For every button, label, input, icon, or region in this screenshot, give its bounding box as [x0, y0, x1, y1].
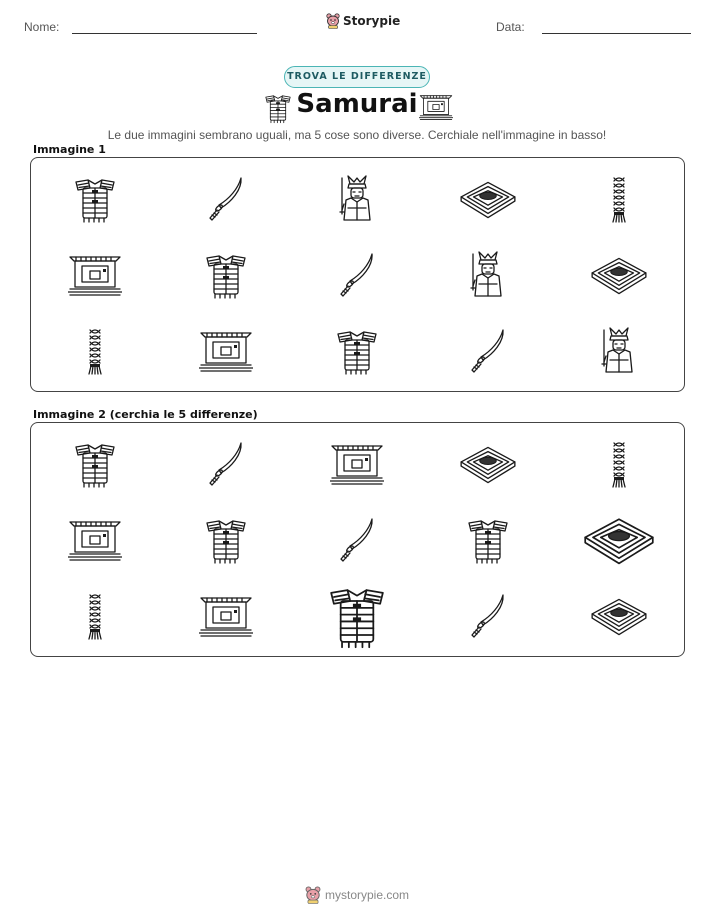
image1-cell: [160, 313, 291, 389]
date-field-line[interactable]: [542, 33, 691, 34]
zen-garden-large-icon: [580, 514, 658, 566]
zen-garden-icon: [588, 254, 650, 296]
image2-panel[interactable]: [30, 422, 685, 657]
image1-cell: [160, 237, 291, 313]
samurai-icon: [332, 174, 382, 224]
image1-panel: [30, 157, 685, 392]
name-field-line[interactable]: [72, 33, 257, 34]
dojo-icon: [330, 442, 384, 486]
brand-logo: [326, 13, 400, 29]
armor-icon: [70, 439, 120, 489]
dojo-icon: [68, 253, 122, 297]
image2-cell[interactable]: [553, 502, 684, 578]
image1-cell: [291, 313, 422, 389]
image1-cell: [422, 313, 553, 389]
dojo-title-icon: [419, 92, 453, 122]
image1-cell: [422, 237, 553, 313]
image1-cell: [553, 237, 684, 313]
activity-badge: TROVA LE DIFFERENZE: [284, 66, 430, 88]
image1-cell: [553, 161, 684, 237]
image1-cell: [291, 161, 422, 237]
armor-icon: [332, 326, 382, 376]
rope-icon: [608, 439, 630, 489]
image2-cell[interactable]: [422, 578, 553, 654]
image2-cell[interactable]: [291, 502, 422, 578]
armor-large-icon: [323, 582, 391, 650]
image1-cell: [422, 161, 553, 237]
instructions-text: Le due immagini sembrano uguali, ma 5 cose sono diverse. Cerchiale nell'immagine in basso!: [107, 128, 607, 142]
image2-cell[interactable]: [160, 578, 291, 654]
katana-icon: [463, 326, 513, 376]
image2-cell[interactable]: [422, 426, 553, 502]
rope-icon: [84, 591, 106, 641]
samurai-icon: [463, 250, 513, 300]
rope-icon: [608, 174, 630, 224]
dojo-icon: [199, 329, 253, 373]
image1-cell: [29, 237, 160, 313]
zen-garden-icon: [588, 595, 650, 637]
dojo-icon: [199, 594, 253, 638]
brand-name: Storypie: [343, 14, 401, 28]
armor-icon: [201, 250, 251, 300]
katana-icon: [332, 250, 382, 300]
image2-cell[interactable]: [553, 578, 684, 654]
image1-cell: [553, 313, 684, 389]
rope-icon: [84, 326, 106, 376]
image2-cell[interactable]: [553, 426, 684, 502]
image2-cell[interactable]: [160, 502, 291, 578]
image1-cell: [160, 161, 291, 237]
image1-cell: [291, 237, 422, 313]
samurai-icon: [594, 326, 644, 376]
footer: [0, 886, 714, 904]
panel2-label: Immagine 2 (cerchia le 5 differenze): [33, 408, 258, 421]
armor-icon: [463, 515, 513, 565]
armor-icon: [70, 174, 120, 224]
image2-cell[interactable]: [422, 502, 553, 578]
bear-logo-icon: [326, 13, 340, 29]
bear-footer-icon: [305, 886, 321, 904]
image2-cell[interactable]: [29, 578, 160, 654]
katana-icon: [201, 174, 251, 224]
date-label: Data:: [496, 20, 525, 34]
footer-site: mystorypie.com: [324, 888, 410, 902]
image2-cell[interactable]: [291, 578, 422, 654]
armor-icon: [201, 515, 251, 565]
image1-cell: [29, 161, 160, 237]
katana-icon: [201, 439, 251, 489]
zen-garden-icon: [457, 178, 519, 220]
image2-cell[interactable]: [160, 426, 291, 502]
image2-cell[interactable]: [29, 426, 160, 502]
panel1-label: Immagine 1: [33, 143, 106, 156]
image1-cell: [29, 313, 160, 389]
katana-icon: [332, 515, 382, 565]
image2-cell[interactable]: [29, 502, 160, 578]
name-label: Nome:: [24, 20, 60, 34]
page-title: Samurai: [296, 89, 418, 119]
image2-cell[interactable]: [291, 426, 422, 502]
dojo-icon: [68, 518, 122, 562]
zen-garden-icon: [457, 443, 519, 485]
katana-icon: [463, 591, 513, 641]
